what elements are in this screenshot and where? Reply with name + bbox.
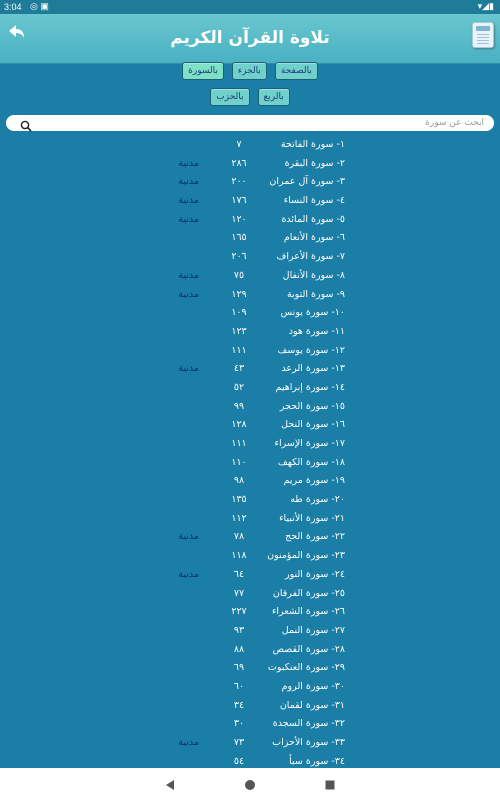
sura-row[interactable] bbox=[0, 603, 500, 622]
nav-back-icon[interactable] bbox=[163, 777, 177, 791]
sura-row[interactable] bbox=[0, 528, 500, 547]
app-header bbox=[0, 14, 500, 64]
sura-name: ٢٣- سورة المؤمنون bbox=[267, 550, 345, 562]
sura-type-label: مدنية bbox=[178, 568, 199, 580]
sura-name: ٢٩- سورة العنكبوت bbox=[267, 662, 345, 674]
search-bar bbox=[6, 115, 494, 131]
sura-row[interactable] bbox=[0, 360, 500, 379]
sura-verse-count: ٣٤ bbox=[233, 699, 245, 711]
sura-verse-count: ١١٨ bbox=[231, 550, 247, 562]
sura-verse-count: ١٢٠ bbox=[231, 213, 247, 225]
sura-verse-count: ٦٠ bbox=[233, 680, 245, 692]
sura-name: ١٩- سورة مريم bbox=[283, 475, 345, 487]
sura-verse-count: ١٢٣ bbox=[231, 325, 247, 337]
system-nav-bar bbox=[0, 768, 500, 800]
sura-name: ٣- سورة آل عمران bbox=[269, 176, 345, 188]
sura-row[interactable] bbox=[0, 304, 500, 323]
sura-row[interactable] bbox=[0, 323, 500, 342]
sura-name: ١٢- سورة يوسف bbox=[277, 344, 345, 356]
sura-row[interactable] bbox=[0, 248, 500, 267]
sura-row[interactable] bbox=[0, 622, 500, 641]
sura-row[interactable] bbox=[0, 510, 500, 529]
tab-row-secondary bbox=[0, 88, 500, 106]
sura-verse-count: ١٢٩ bbox=[231, 288, 247, 300]
sura-type-label: مدنية bbox=[178, 269, 199, 281]
sura-name: ٢٠- سورة طه bbox=[290, 494, 345, 506]
sura-name: ٥- سورة المائدة bbox=[281, 213, 345, 225]
sura-verse-count: ١٧٦ bbox=[231, 195, 247, 207]
sura-list[interactable] bbox=[0, 136, 500, 767]
sura-name: ٢٥- سورة الفرقان bbox=[272, 587, 345, 599]
nav-recents-icon[interactable] bbox=[323, 777, 337, 791]
sura-name: ٢٢- سورة الحج bbox=[285, 531, 345, 543]
sura-verse-count: ٢٠٠ bbox=[231, 176, 247, 188]
sura-row[interactable] bbox=[0, 286, 500, 305]
sura-verse-count: ٢٨٦ bbox=[231, 157, 247, 169]
sura-verse-count: ٤٣ bbox=[233, 363, 245, 375]
sura-row[interactable] bbox=[0, 155, 500, 174]
sura-type-label: مدنية bbox=[178, 213, 199, 225]
sura-name: ٦- سورة الأنعام bbox=[283, 232, 345, 244]
sura-name: ٢٨- سورة القصص bbox=[272, 643, 345, 655]
notification-icons: ◎ ▣ bbox=[30, 1, 49, 11]
tab-row1-0[interactable]: بالسورة bbox=[182, 62, 224, 80]
sura-name: ٣٣- سورة الأحزاب bbox=[272, 737, 345, 748]
sura-verse-count: ٦٩ bbox=[233, 662, 245, 674]
search-icon[interactable] bbox=[20, 117, 32, 129]
sura-row[interactable] bbox=[0, 641, 500, 660]
sura-name: ١٥- سورة الحجر bbox=[279, 400, 345, 412]
sura-name: ٩- سورة التوبة bbox=[286, 288, 345, 300]
sura-name: ٧- سورة الأعراف bbox=[276, 251, 345, 263]
status-time: 3:04 bbox=[4, 2, 22, 12]
sura-name: ٢- سورة البقرة bbox=[284, 157, 345, 169]
sura-verse-count: ١١٠ bbox=[231, 456, 247, 468]
sura-name: ٣٢- سورة السجدة bbox=[272, 718, 345, 730]
sura-name: ١٠- سورة يونس bbox=[280, 307, 345, 319]
sura-row[interactable] bbox=[0, 435, 500, 454]
sura-verse-count: ٥٤ bbox=[233, 755, 245, 767]
sura-verse-count: ١١٢ bbox=[231, 512, 247, 524]
sura-type-label: مدنية bbox=[178, 531, 199, 543]
book-menu-icon[interactable] bbox=[472, 22, 494, 48]
sura-verse-count: ٧٨ bbox=[233, 531, 245, 543]
sura-name: ٤- سورة النساء bbox=[283, 195, 345, 207]
sura-name: ٨- سورة الأنفال bbox=[282, 269, 345, 281]
sura-row[interactable] bbox=[0, 678, 500, 697]
sura-row[interactable] bbox=[0, 753, 500, 767]
sura-row[interactable] bbox=[0, 491, 500, 510]
sura-row[interactable] bbox=[0, 472, 500, 491]
sura-row[interactable] bbox=[0, 192, 500, 211]
system-status-icons: ▾◢▮ bbox=[477, 1, 494, 11]
sura-verse-count: ١٠٩ bbox=[231, 307, 247, 319]
sura-verse-count: ٧٣ bbox=[233, 737, 245, 748]
sura-name: ٣٤- سورة سبأ bbox=[289, 755, 345, 767]
sura-verse-count: ٧ bbox=[236, 139, 242, 150]
sura-row[interactable] bbox=[0, 734, 500, 753]
sura-row[interactable] bbox=[0, 136, 500, 155]
sura-type-label: مدنية bbox=[178, 363, 199, 375]
sura-row[interactable] bbox=[0, 342, 500, 361]
sura-name: ٣٠- سورة الروم bbox=[281, 680, 345, 692]
sura-verse-count: ١١١ bbox=[231, 438, 247, 449]
tab-row-primary bbox=[0, 62, 500, 80]
sura-verse-count: ٦٤ bbox=[233, 568, 245, 580]
sura-name: ٢٦- سورة الشعراء bbox=[271, 606, 345, 618]
sura-row[interactable] bbox=[0, 211, 500, 230]
sura-name: ٢١- سورة الأنبياء bbox=[279, 512, 345, 524]
sura-row[interactable] bbox=[0, 585, 500, 604]
sura-row[interactable] bbox=[0, 547, 500, 566]
sura-verse-count: ٩٨ bbox=[233, 475, 245, 487]
sura-verse-count: ٧٥ bbox=[233, 269, 245, 281]
sura-name: ١٣- سورة الرعد bbox=[281, 363, 345, 375]
search-input[interactable] bbox=[36, 116, 484, 130]
sura-type-label: مدنية bbox=[178, 195, 199, 207]
sura-row[interactable] bbox=[0, 416, 500, 435]
sura-row[interactable] bbox=[0, 566, 500, 585]
sura-name: ١٨- سورة الكهف bbox=[277, 456, 345, 468]
sura-row[interactable] bbox=[0, 398, 500, 417]
sura-row[interactable] bbox=[0, 173, 500, 192]
page-title: تلاوة القرآن الكريم bbox=[170, 28, 330, 48]
sura-name: ١٧- سورة الإسراء bbox=[274, 438, 345, 449]
sura-name: ٢٤- سورة النور bbox=[284, 568, 345, 580]
sura-type-label: مدنية bbox=[178, 288, 199, 300]
sura-name: ٣١- سورة لقمان bbox=[279, 699, 345, 711]
sura-type-label: مدنية bbox=[178, 157, 199, 169]
sura-verse-count: ٧٧ bbox=[233, 587, 245, 599]
sura-name: ١- سورة الفاتحة bbox=[280, 139, 345, 150]
sura-verse-count: ١١١ bbox=[231, 344, 247, 356]
tab-row1-2[interactable]: بالصفحة bbox=[275, 62, 318, 80]
sura-verse-count: ١٣٥ bbox=[231, 494, 247, 506]
sura-row[interactable] bbox=[0, 697, 500, 716]
sura-verse-count: ٩٣ bbox=[233, 624, 245, 636]
sura-row[interactable] bbox=[0, 715, 500, 734]
sura-row[interactable] bbox=[0, 267, 500, 286]
sura-verse-count: ٢٠٦ bbox=[231, 251, 247, 263]
sura-verse-count: ٢٢٧ bbox=[231, 606, 247, 618]
sura-verse-count: ١٢٨ bbox=[231, 419, 247, 431]
sura-type-label: مدنية bbox=[178, 737, 199, 748]
sura-row[interactable] bbox=[0, 379, 500, 398]
tab-row2-1[interactable]: بالربع bbox=[258, 88, 290, 106]
sura-verse-count: ٨٨ bbox=[233, 643, 245, 655]
sura-verse-count: ٩٩ bbox=[233, 400, 245, 412]
sura-verse-count: ١٦٥ bbox=[231, 232, 247, 244]
sura-name: ١٤- سورة إبراهيم bbox=[275, 381, 345, 393]
sura-verse-count: ٣٠ bbox=[233, 718, 245, 730]
status-bar bbox=[0, 0, 500, 14]
sura-row[interactable] bbox=[0, 229, 500, 248]
sura-name: ١١- سورة هود bbox=[288, 325, 345, 337]
sura-row[interactable] bbox=[0, 454, 500, 473]
sura-type-label: مدنية bbox=[178, 176, 199, 188]
nav-home-icon[interactable] bbox=[243, 777, 257, 791]
sura-row[interactable] bbox=[0, 659, 500, 678]
sura-name: ٢٧- سورة النمل bbox=[281, 624, 345, 636]
sura-name: ١٦- سورة النحل bbox=[281, 419, 345, 431]
tab-row2-0[interactable]: بالحزب bbox=[210, 88, 249, 106]
tab-row1-1[interactable]: بالجزء bbox=[232, 62, 267, 80]
sura-verse-count: ٥٢ bbox=[233, 381, 245, 393]
